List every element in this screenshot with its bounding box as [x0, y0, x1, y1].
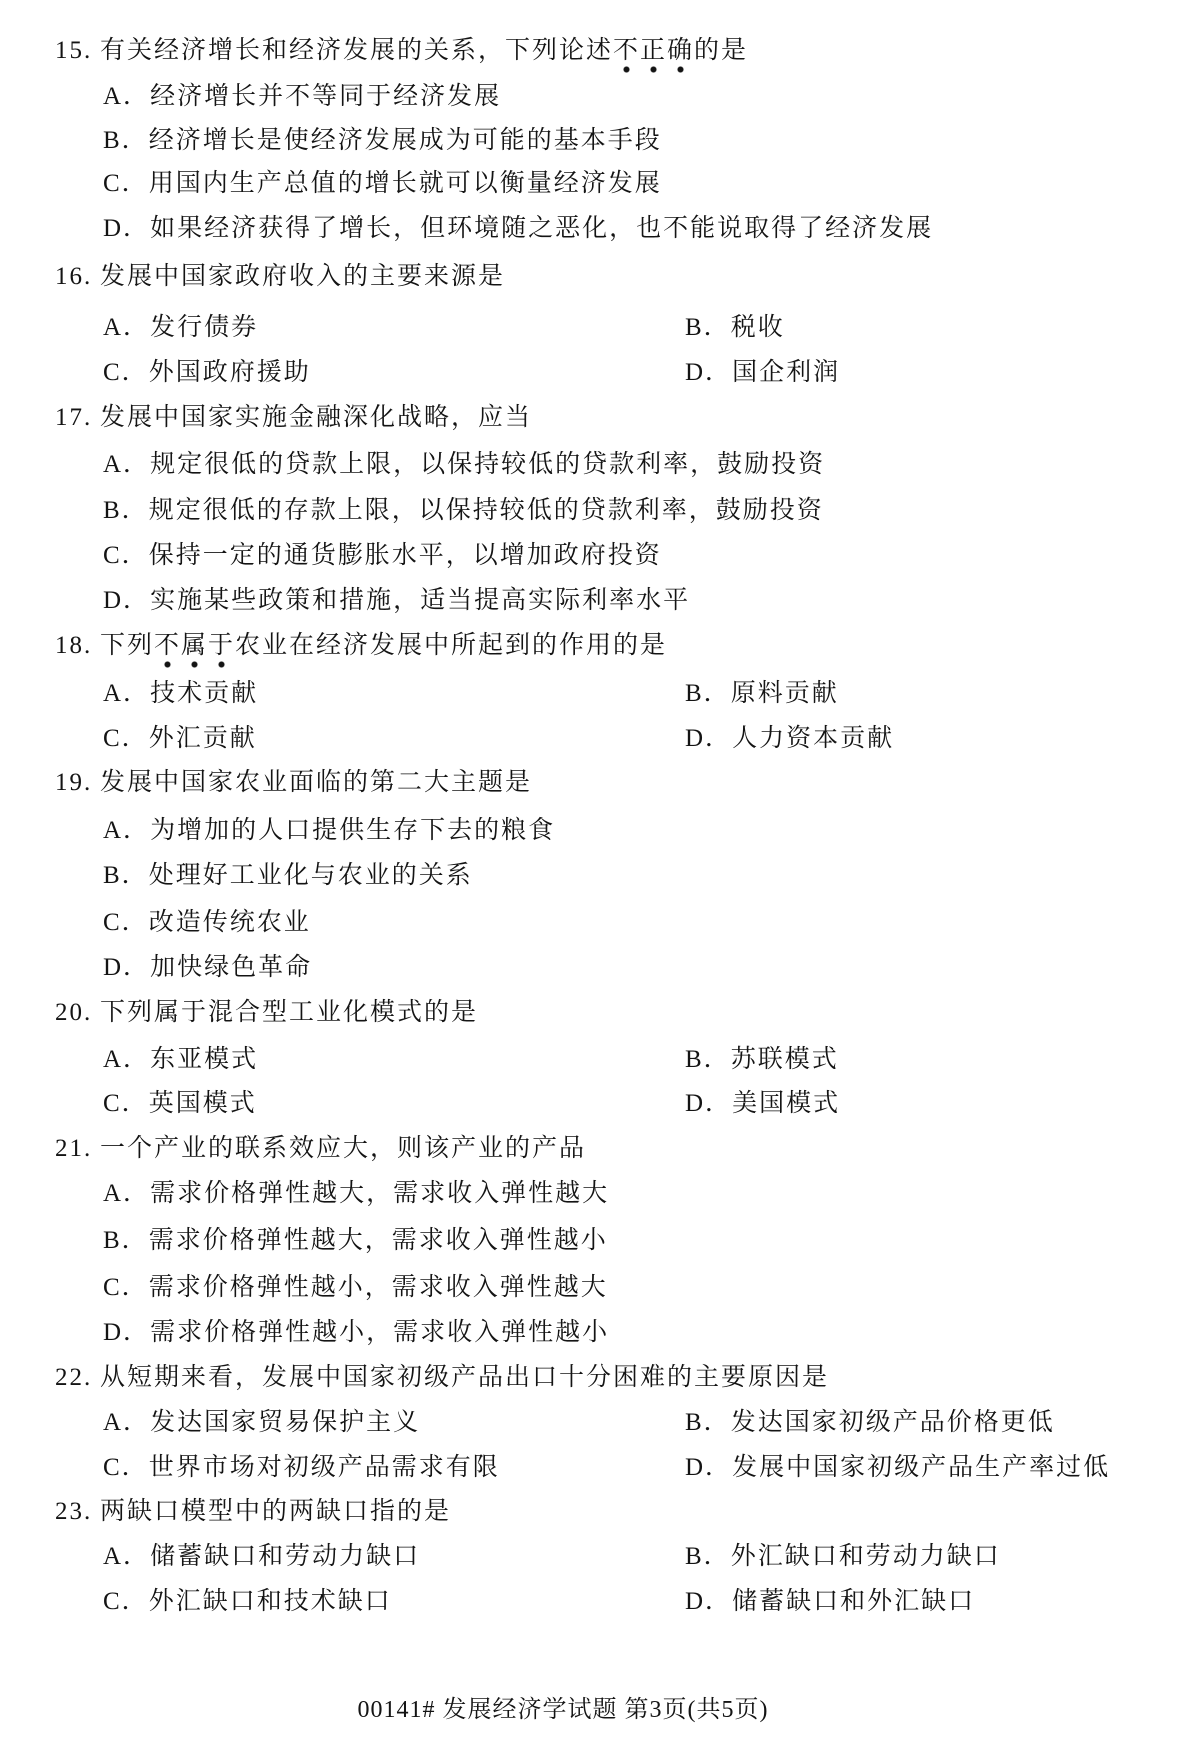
option-text: 国企利润 [732, 359, 841, 386]
option-cell-b [685, 1401, 1055, 1445]
stem-emphasized-text: 不属于 [154, 632, 235, 668]
option-text: 发展中国家初级产品生产率过低 [732, 1454, 1111, 1481]
option-text: 需求价格弹性越小，需求收入弹性越大 [148, 1274, 608, 1301]
question-stem [100, 761, 532, 805]
option-label: C． [103, 1588, 149, 1615]
option-label: D． [103, 587, 151, 614]
option-text: 美国模式 [732, 1090, 841, 1117]
option-text: 用国内生产总值的增长就可以衡量经济发展 [148, 170, 662, 197]
option-text: 东亚模式 [150, 1046, 259, 1073]
question-15-option-d [0, 207, 1203, 251]
question-19-option-a [0, 809, 1203, 853]
stem-emphasized-text: 不正确 [613, 37, 694, 73]
question-stem [100, 396, 532, 440]
question-17-option-c [0, 534, 1203, 578]
question-stem [100, 991, 478, 1035]
question-19-stem-row [0, 761, 1203, 805]
option-cell [103, 579, 690, 623]
question-23-options-ab [0, 1535, 1203, 1579]
stem-text: 下列 [100, 632, 155, 659]
option-text: 规定很低的贷款上限，以保持较低的贷款利率，鼓励投资 [150, 451, 826, 478]
option-text: 世界市场对初级产品需求有限 [148, 1454, 500, 1481]
option-label: D． [685, 1454, 733, 1481]
stem-text: 从短期来看，发展中国家初级产品出口十分困难的主要原因是 [100, 1364, 830, 1391]
option-text: 实施某些政策和措施，适当提高实际利率水平 [150, 587, 691, 614]
question-21-stem-row [0, 1127, 1203, 1171]
option-cell-d [685, 351, 840, 395]
question-stem [100, 255, 505, 299]
question-number: 21. [55, 1135, 93, 1162]
option-cell [103, 946, 312, 990]
question-stem [100, 1356, 829, 1400]
option-text: 储蓄缺口和劳动力缺口 [150, 1543, 421, 1570]
option-text: 人力资本贡献 [732, 725, 895, 752]
question-number: 15. [55, 37, 93, 64]
option-cell-c [103, 351, 311, 395]
option-text: 如果经济获得了增长，但环境随之恶化，也不能说取得了经济发展 [150, 215, 934, 242]
stem-text: 农业在经济发展中所起到的作用的是 [235, 632, 668, 659]
question-21-option-b [0, 1219, 1203, 1263]
question-21-option-d [0, 1311, 1203, 1355]
option-text: 加快绿色革命 [150, 954, 313, 981]
question-17-stem-row [0, 396, 1203, 440]
option-cell-c [103, 1446, 500, 1490]
option-label: B． [685, 1543, 731, 1570]
question-number: 20. [55, 999, 93, 1026]
option-text: 需求价格弹性越大，需求收入弹性越大 [150, 1180, 610, 1207]
page-footer: 00141# 发展经济学试题 第3页(共5页) [357, 1697, 769, 1723]
question-21-option-c [0, 1266, 1203, 1310]
option-text: 苏联模式 [730, 1046, 839, 1073]
question-18-options-cd [0, 717, 1203, 761]
question-16-stem-row [0, 255, 1203, 299]
stem-text: 发展中国家农业面临的第二大主题是 [100, 769, 533, 796]
question-17-option-a [0, 443, 1203, 487]
option-label: B． [685, 680, 731, 707]
question-15-option-c [0, 162, 1203, 206]
option-text: 发达国家初级产品价格更低 [730, 1409, 1055, 1436]
option-text: 外国政府援助 [148, 359, 311, 386]
option-label: A． [103, 1180, 151, 1207]
option-cell [103, 207, 933, 251]
option-text: 技术贡献 [150, 680, 259, 707]
stem-text: 两缺口模型中的两缺口指的是 [100, 1498, 452, 1525]
option-label: C． [103, 1274, 149, 1301]
option-label: B． [685, 1409, 731, 1436]
stem-text: 下列属于混合型工业化模式的是 [100, 999, 479, 1026]
option-label: C． [103, 170, 149, 197]
question-stem [100, 624, 667, 668]
option-cell [103, 1311, 609, 1355]
option-cell-b [685, 1038, 839, 1082]
option-label: B． [685, 1046, 731, 1073]
option-label: C． [103, 909, 149, 936]
question-20-stem-row [0, 991, 1203, 1035]
option-text: 经济增长并不等同于经济发展 [150, 83, 502, 110]
question-stem [100, 1127, 586, 1171]
question-18-options-ab [0, 672, 1203, 716]
option-cell-a [103, 1038, 258, 1082]
option-label: D． [685, 725, 733, 752]
option-label: C． [103, 1454, 149, 1481]
option-label: A． [103, 817, 151, 844]
option-label: B． [103, 1227, 149, 1254]
option-text: 发行债券 [150, 314, 259, 341]
option-label: D． [103, 954, 151, 981]
question-19-option-c [0, 901, 1203, 945]
option-cell-d [685, 1580, 975, 1624]
question-23-stem-row [0, 1490, 1203, 1534]
question-18-stem-row [0, 624, 1203, 668]
option-cell-b [685, 672, 839, 716]
question-22-options-cd [0, 1446, 1203, 1490]
question-22-options-ab [0, 1401, 1203, 1445]
option-label: A． [103, 680, 151, 707]
option-cell-b [685, 1535, 1001, 1579]
option-label: D． [103, 1319, 151, 1346]
option-label: C． [103, 542, 149, 569]
option-label: D． [685, 359, 733, 386]
option-text: 需求价格弹性越小，需求收入弹性越小 [150, 1319, 610, 1346]
question-20-options-ab [0, 1038, 1203, 1082]
question-15-option-b [0, 119, 1203, 163]
option-text: 处理好工业化与农业的关系 [148, 862, 473, 889]
option-text: 发达国家贸易保护主义 [150, 1409, 421, 1436]
option-cell [103, 809, 555, 853]
stem-text: 一个产业的联系效应大，则该产业的产品 [100, 1135, 587, 1162]
option-cell [103, 443, 825, 487]
question-20-options-cd [0, 1082, 1203, 1126]
option-cell [103, 1266, 608, 1310]
option-label: B． [685, 314, 731, 341]
option-text: 保持一定的通货膨胀水平，以增加政府投资 [148, 542, 662, 569]
option-label: B． [103, 497, 149, 524]
option-cell-a [103, 1401, 420, 1445]
option-label: A． [103, 314, 151, 341]
stem-text: 发展中国家实施金融深化战略，应当 [100, 404, 533, 431]
question-number: 18. [55, 632, 93, 659]
option-text: 储蓄缺口和外汇缺口 [732, 1588, 976, 1615]
option-label: D． [685, 1588, 733, 1615]
option-label: A． [103, 451, 151, 478]
option-text: 外汇贡献 [148, 725, 257, 752]
option-text: 改造传统农业 [148, 909, 311, 936]
option-text: 原料贡献 [730, 680, 839, 707]
option-cell-d [685, 1446, 1110, 1490]
option-cell [103, 534, 662, 578]
option-cell-a [103, 672, 258, 716]
question-21-option-a [0, 1172, 1203, 1216]
stem-text: 的是 [694, 37, 749, 64]
question-number: 17. [55, 404, 93, 431]
question-17-option-d [0, 579, 1203, 623]
question-number: 22. [55, 1364, 93, 1391]
stem-text: 有关经济增长和经济发展的关系，下列论述 [100, 37, 614, 64]
option-cell [103, 162, 662, 206]
question-16-options-cd [0, 351, 1203, 395]
option-label: B． [103, 862, 149, 889]
option-label: D． [103, 215, 151, 242]
question-number: 16. [55, 263, 93, 290]
option-text: 税收 [730, 314, 785, 341]
option-label: C． [103, 725, 149, 752]
option-text: 外汇缺口和劳动力缺口 [730, 1543, 1001, 1570]
option-cell [103, 901, 311, 945]
option-text: 为增加的人口提供生存下去的粮食 [150, 817, 556, 844]
question-stem [100, 1490, 451, 1534]
option-text: 规定很低的存款上限，以保持较低的贷款利率，鼓励投资 [148, 497, 824, 524]
option-cell [103, 119, 662, 163]
option-cell [103, 854, 473, 898]
option-label: D． [685, 1090, 733, 1117]
option-text: 经济增长是使经济发展成为可能的基本手段 [148, 127, 662, 154]
option-cell-c [103, 1082, 257, 1126]
question-number: 23. [55, 1498, 93, 1525]
option-cell-d [685, 1082, 840, 1126]
option-cell [103, 489, 824, 533]
question-15-stem-row [0, 29, 1203, 73]
option-label: A． [103, 1543, 151, 1570]
option-label: A． [103, 1409, 151, 1436]
question-stem [100, 29, 748, 73]
option-cell-b [685, 306, 785, 350]
option-cell-a [103, 306, 258, 350]
question-number: 19. [55, 769, 93, 796]
question-23-options-cd [0, 1580, 1203, 1624]
option-label: C． [103, 1090, 149, 1117]
question-19-option-d [0, 946, 1203, 990]
option-cell-d [685, 717, 894, 761]
option-cell-a [103, 1535, 420, 1579]
option-cell [103, 1172, 609, 1216]
question-22-stem-row [0, 1356, 1203, 1400]
option-text: 英国模式 [148, 1090, 257, 1117]
question-16-options-ab [0, 306, 1203, 350]
option-label: A． [103, 1046, 151, 1073]
option-cell-c [103, 1580, 392, 1624]
option-text: 需求价格弹性越大，需求收入弹性越小 [148, 1227, 608, 1254]
option-cell [103, 75, 501, 119]
question-17-option-b [0, 489, 1203, 533]
stem-text: 发展中国家政府收入的主要来源是 [100, 263, 506, 290]
option-cell [103, 1219, 608, 1263]
option-text: 外汇缺口和技术缺口 [148, 1588, 392, 1615]
option-label: C． [103, 359, 149, 386]
question-19-option-b [0, 854, 1203, 898]
option-label: A． [103, 83, 151, 110]
option-cell-c [103, 717, 257, 761]
option-label: B． [103, 127, 149, 154]
question-15-option-a [0, 75, 1203, 119]
